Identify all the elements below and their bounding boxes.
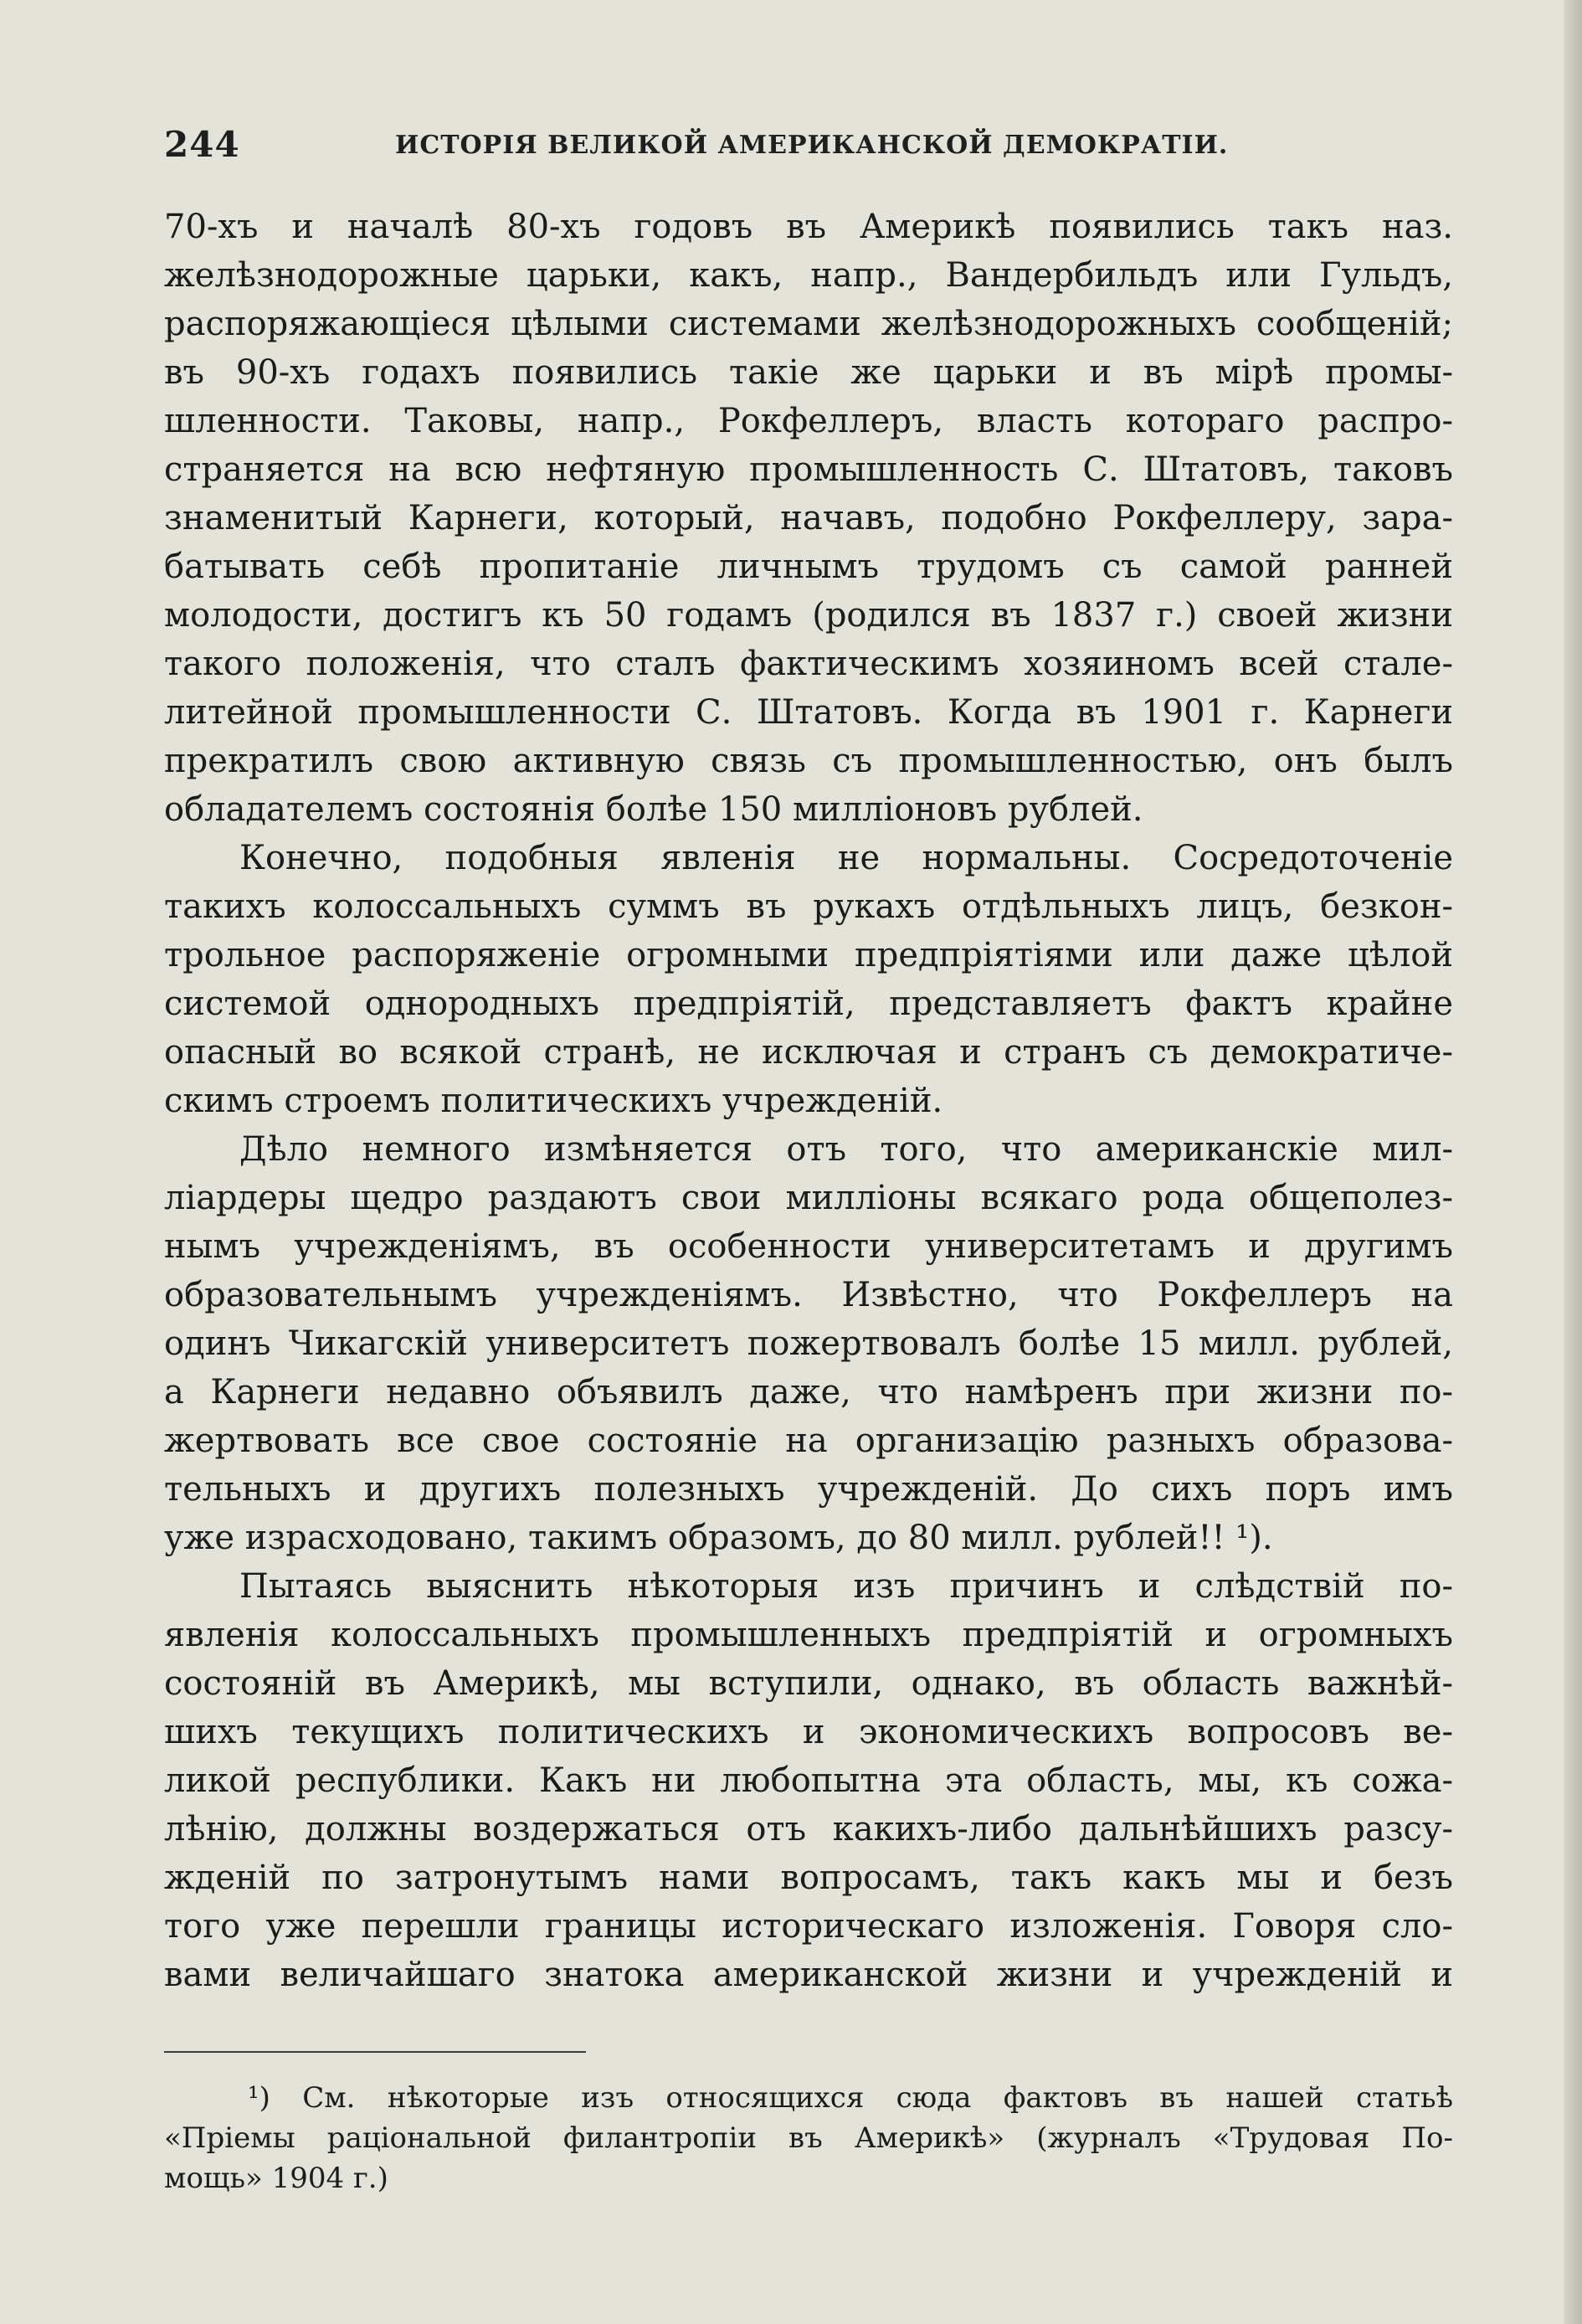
text-line: уже израсходовано, такимъ образомъ, до 80 милл. рублей!! ¹).: [164, 1519, 1273, 1557]
text-line: а Карнеги недавно объявилъ даже, что намѣренъ при жизни по-: [164, 1373, 1453, 1411]
text-line: шленности. Таковы, напр., Рокфеллеръ, власть котораго распро-: [164, 402, 1453, 440]
text-line: вами величайшаго знатока американской жизни и учрежденій и: [164, 1956, 1453, 1994]
footnote-divider: [164, 2051, 586, 2053]
text-line: въ 90-хъ годахъ появились такіе же царьки и въ мірѣ промы-: [164, 353, 1453, 392]
page-number: 244: [164, 124, 240, 165]
text-line: молодости, достигъ къ 50 годамъ (родился въ 1837 г.) своей жизни: [164, 596, 1453, 635]
text-line: прекратилъ свою активную связь съ промышленностью, онъ былъ: [164, 742, 1453, 780]
footnote-line: ¹) См. нѣкоторые изъ относящихся сюда фактовъ въ нашей статьѣ: [248, 2081, 1453, 2115]
text-line: распоряжающіеся цѣлыми системами желѣзнодорожныхъ сообщеній;: [164, 305, 1453, 343]
running-title: ИСТОРІЯ ВЕЛИКОЙ АМЕРИКАНСКОЙ ДЕМОКРАТІИ.: [395, 131, 1229, 160]
paragraph-1: [164, 203, 1453, 834]
text-line: литейной промышленности С. Штатовъ. Когда въ 1901 г. Карнеги: [164, 693, 1453, 732]
text-line: батывать себѣ пропитаніе личнымъ трудомъ съ самой ранней: [164, 548, 1453, 586]
text-line: желѣзнодорожные царьки, какъ, напр., Вандербильдъ или Гульдъ,: [164, 256, 1453, 295]
text-line: такихъ колоссальныхъ суммъ въ рукахъ отдѣльныхъ лицъ, безкон-: [164, 887, 1453, 926]
text-line: нымъ учрежденіямъ, въ особенности университетамъ и другимъ: [164, 1227, 1453, 1266]
text-line: ликой республики. Какъ ни любопытна эта область, мы, къ сожа-: [164, 1761, 1453, 1800]
text-line: того уже перешли границы историческаго изложенія. Говоря сло-: [164, 1907, 1453, 1946]
text-line: ліардеры щедро раздаютъ свои милліоны всякаго рода общеполез-: [164, 1179, 1453, 1217]
text-line: трольное распоряженіе огромными предпріятіями или даже цѣлой: [164, 936, 1453, 974]
running-head: [164, 124, 1453, 174]
text-line: 70-хъ и началѣ 80-хъ годовъ въ Америкѣ появились такъ наз.: [164, 208, 1453, 246]
text-line: Дѣло немного измѣняется отъ того, что американскіе мил-: [239, 1130, 1453, 1169]
paragraph-4: [164, 1562, 1453, 1999]
text-line: страняется на всю нефтяную промышленность С. Штатовъ, таковъ: [164, 450, 1453, 489]
text-line: знаменитый Карнеги, который, начавъ, подобно Рокфеллеру, зара-: [164, 499, 1453, 537]
text-line: опасный во всякой странѣ, не исключая и странъ съ демократиче-: [164, 1033, 1453, 1072]
text-line: Пытаясь выяснить нѣкоторыя изъ причинъ и слѣдствій по-: [239, 1567, 1453, 1606]
text-line: жденій по затронутымъ нами вопросамъ, такъ какъ мы и безъ: [164, 1859, 1453, 1897]
text-line: тельныхъ и другихъ полезныхъ учрежденій. До сихъ поръ имъ: [164, 1470, 1453, 1509]
footnote: [164, 2078, 1453, 2198]
paragraph-3: [164, 1125, 1453, 1562]
text-line: образовательнымъ учрежденіямъ. Извѣстно, что Рокфеллеръ на: [164, 1276, 1453, 1314]
text-line: одинъ Чикагскій университетъ пожертвовалъ болѣе 15 милл. рублей,: [164, 1324, 1453, 1363]
text-line: системой однородныхъ предпріятій, представляетъ фактъ крайне: [164, 985, 1453, 1023]
text-line: лѣнію, должны воздержаться отъ какихъ-либо дальнѣйшихъ разсу-: [164, 1810, 1453, 1848]
text-line: шихъ текущихъ политическихъ и экономическихъ вопросовъ ве-: [164, 1713, 1453, 1751]
text-line: явленія колоссальныхъ промышленныхъ предпріятій и огромныхъ: [164, 1616, 1453, 1654]
text-line: обладателемъ состоянія болѣе 150 милліоновъ рублей.: [164, 790, 1143, 829]
text-line: состояній въ Америкѣ, мы вступили, однако, въ область важнѣй-: [164, 1664, 1453, 1703]
paragraph-2: [164, 834, 1453, 1125]
body-text: [164, 203, 1453, 1999]
text-line: жертвовать все свое состояніе на организацію разныхъ образова-: [164, 1422, 1453, 1460]
text-line: скимъ строемъ политическихъ учрежденій.: [164, 1082, 943, 1120]
footnote-line: «Пріемы раціональной филантропіи въ Америкѣ» (журналъ «Трудовая По-: [164, 2121, 1453, 2155]
text-line: Конечно, подобныя явленія не нормальны. Сосредоточеніе: [239, 839, 1453, 877]
footnote-line: мощь» 1904 г.): [164, 2162, 388, 2195]
text-line: такого положенія, что сталъ фактическимъ хозяиномъ всей стале-: [164, 645, 1453, 683]
page-edge-shadow: [1564, 0, 1582, 2324]
